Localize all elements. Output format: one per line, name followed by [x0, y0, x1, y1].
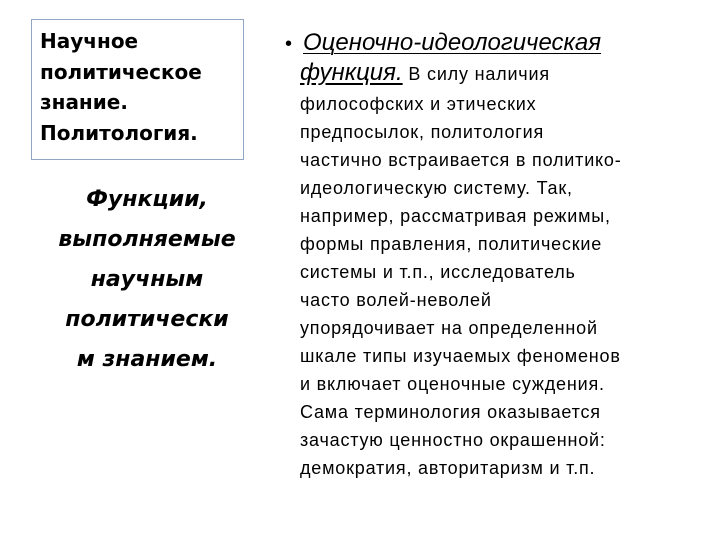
- bullet-heading-line: [285, 28, 695, 58]
- bullet-heading: Оценочно-идеологическая: [303, 29, 602, 56]
- body-line: предпосылок, политология: [300, 122, 545, 142]
- body-line: формы правления, политические: [300, 234, 603, 254]
- bullet-content: [285, 28, 695, 482]
- body-line: демократия, авторитаризм и т.п.: [300, 458, 596, 478]
- bullet-icon: •: [285, 33, 293, 55]
- body-line: часто волей-неволей: [300, 290, 492, 310]
- title-box: [31, 19, 244, 160]
- bullet-heading-word: функция.: [300, 59, 403, 86]
- bullet-text-start: В силу наличия: [402, 64, 550, 84]
- body-line: идеологическую систему. Так,: [300, 178, 573, 198]
- body-line: шкале типы изучаемых феноменов: [300, 346, 621, 366]
- body-line: например, рассматривая режимы,: [300, 206, 611, 226]
- slide-subtitle: Функции, выполняемые научным политически м знанием.: [58, 187, 236, 372]
- bullet-heading-continuation: [300, 58, 695, 88]
- body-line: философских и этических: [300, 94, 537, 114]
- bullet-body: [300, 90, 695, 482]
- body-line: и включает оценочные суждения.: [300, 374, 605, 394]
- body-line: системы и т.п., исследователь: [300, 262, 576, 282]
- body-line: зачастую ценностно окрашенной:: [300, 430, 606, 450]
- slide-title: Научное политическое знание. Политология.: [40, 29, 202, 145]
- body-line: Сама терминология оказывается: [300, 402, 601, 422]
- body-line: частично встраивается в политико-: [300, 150, 622, 170]
- body-line: упорядочивает на определенной: [300, 318, 598, 338]
